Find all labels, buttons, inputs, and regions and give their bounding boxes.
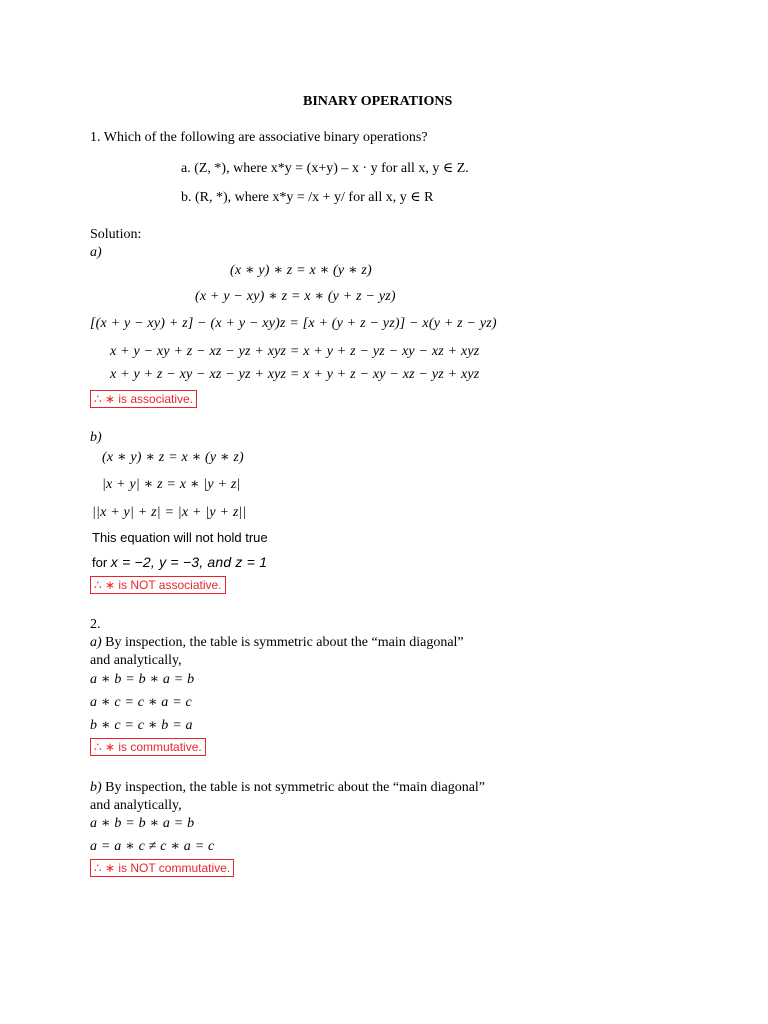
- solution-label: Solution:: [90, 227, 142, 242]
- q2b-equation-1: a ∗ b = b ∗ a = b: [90, 816, 195, 831]
- q2b-equation-2: a = a ∗ c ≠ c ∗ a = c: [90, 839, 215, 854]
- part-b-label: b): [90, 430, 102, 445]
- q2a-text-1: [90, 635, 464, 651]
- q2b-text-1: [90, 780, 485, 796]
- q2a-label: a): [90, 635, 102, 650]
- question-2-label: 2.: [90, 617, 101, 632]
- question-1-text: 1. Which of the following are associative binary operations?: [90, 130, 428, 145]
- q2a-equation-2: a ∗ c = c ∗ a = c: [90, 695, 192, 710]
- q2b-text-1-body: By inspection, the table is not symmetric about the “main diagonal”: [101, 780, 486, 795]
- part-a-equation-2: (x + y − xy) ∗ z = x ∗ (y + z − yz): [195, 289, 396, 304]
- q2b-text-2: and analytically,: [90, 798, 182, 813]
- q2a-text-2: and analytically,: [90, 653, 182, 668]
- part-b-equation-2: |x + y| ∗ z = x ∗ |y + z|: [102, 477, 241, 492]
- part-a-label: a): [90, 245, 102, 260]
- part-a-conclusion-box: ∴ ∗ is associative.: [90, 390, 197, 408]
- part-b-equation-3: ||x + y| + z| = |x + |y + z||: [92, 505, 247, 520]
- q2a-equation-3: b ∗ c = c ∗ b = a: [90, 718, 193, 733]
- question-1-option-a: a. (Z, *), where x*y = (x+y) – x · y for all x, y ∈ Z.: [181, 161, 469, 176]
- part-a-equation-1: (x ∗ y) ∗ z = x ∗ (y ∗ z): [230, 263, 372, 278]
- part-a-equation-3: [(x + y − xy) + z] − (x + y − xy)z = [x + (y + z − yz)] − x(y + z − yz): [90, 316, 497, 331]
- q2a-conclusion-box: ∴ ∗ is commutative.: [90, 738, 206, 756]
- part-b-text-2: [92, 554, 267, 571]
- q2a-equation-1: a ∗ b = b ∗ a = b: [90, 672, 195, 687]
- part-b-text-1: This equation will not hold true: [92, 530, 268, 545]
- part-b-text-2-math: x = −2, y = −3, and z = 1: [110, 554, 268, 570]
- part-a-equation-5: x + y + z − xy − xz − yz + xyz = x + y + z − xy − xz − yz + xyz: [110, 367, 480, 382]
- page-title: BINARY OPERATIONS: [303, 94, 453, 109]
- question-1-option-b: b. (R, *), where x*y = /x + y/ for all x, y ∈ R: [181, 190, 434, 205]
- q2a-text-1-body: By inspection, the table is symmetric about the “main diagonal”: [101, 635, 464, 650]
- part-b-conclusion-box: ∴ ∗ is NOT associative.: [90, 576, 226, 594]
- q2b-conclusion-box: ∴ ∗ is NOT commutative.: [90, 859, 234, 877]
- part-a-equation-4: x + y − xy + z − xz − yz + xyz = x + y + z − yz − xy − xz + xyz: [110, 344, 480, 359]
- part-b-equation-1: (x ∗ y) ∗ z = x ∗ (y ∗ z): [102, 450, 244, 465]
- part-b-text-2-prefix: for: [92, 555, 111, 570]
- q2b-label: b): [90, 780, 102, 795]
